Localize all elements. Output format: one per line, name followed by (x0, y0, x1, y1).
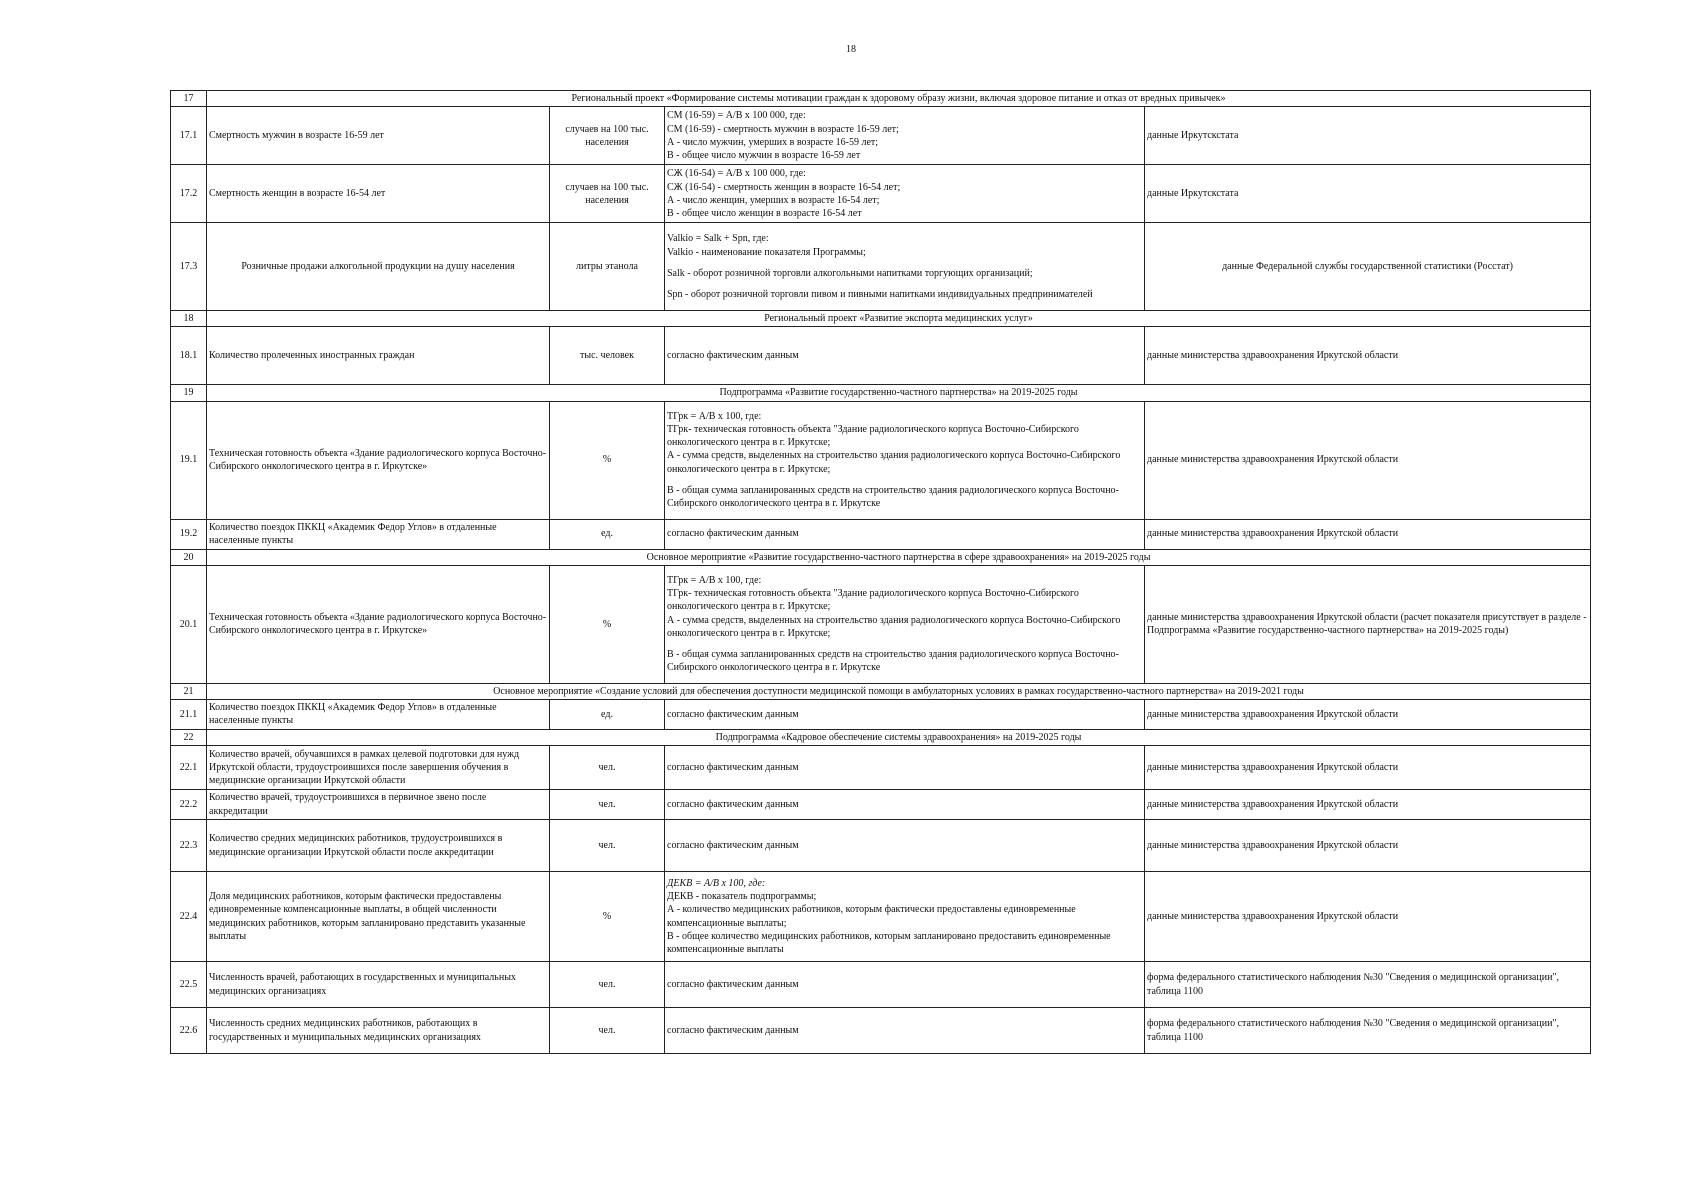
indicator-row (171, 327, 1591, 385)
formula-cell (665, 820, 1145, 872)
source-cell: данные министерства здравоохранения Иркутской области (1145, 699, 1591, 729)
section-title: Подпрограмма «Кадровое обеспечение системы здравоохранения» на 2019-2025 годы (207, 729, 1591, 745)
row-number: 17.2 (171, 165, 207, 223)
formula-line: ТГрк = А/В х 100, где: (667, 575, 762, 587)
indicator-row (171, 107, 1591, 165)
formula-line: В - общая сумма запланированных средств на строительство здания радиологического корпуса Восточно-Сибирского онкологического центра в г. Иркутске (667, 484, 1119, 510)
formula-line: согласно фактическим данным (667, 979, 799, 991)
unit-cell: ед. (550, 519, 665, 549)
formula-line: ДЕКВ = А/В х 100, где: (667, 878, 766, 890)
source-cell: данные министерства здравоохранения Иркутской области (1145, 746, 1591, 790)
formula-cell (665, 223, 1145, 311)
formula-line: согласно фактическим данным (667, 840, 799, 852)
source-cell: данные министерства здравоохранения Иркутской области (1145, 820, 1591, 872)
indicator-row (171, 962, 1591, 1008)
formula-line: В - общая сумма запланированных средств на строительство здания радиологического корпуса Восточно-Сибирского онкологического центра в г. Иркутске (667, 649, 1119, 674)
unit-cell: % (550, 872, 665, 962)
formula-line: ТГрк- техническая готовность объекта "Здание радиологического корпуса Восточно-Сибирского онкологического центра в г. Иркутске; (667, 588, 1079, 613)
indicator-row (171, 401, 1591, 519)
source-cell: данные министерства здравоохранения Иркутской области (1145, 401, 1591, 519)
section-number: 21 (171, 683, 207, 699)
indicator-row (171, 746, 1591, 790)
formula-cell (665, 327, 1145, 385)
formula-line: Spn - оборот розничной торговли пивом и пивными напитками индивидуальных предпринимателей (667, 288, 1093, 300)
indicator-row (171, 790, 1591, 820)
formula-line: ДЕКВ - показатель подпрограммы; (667, 891, 817, 903)
indicator-name: Количество поездок ПККЦ «Академик Федор Углов» в отдаленные населенные пункты (207, 699, 550, 729)
source-cell: данные министерства здравоохранения Иркутской области (1145, 519, 1591, 549)
section-number: 19 (171, 385, 207, 401)
formula-line: В - общее число мужчин в возрасте 16-59 лет (667, 149, 861, 161)
unit-cell: % (550, 401, 665, 519)
unit-cell: % (550, 565, 665, 683)
section-title: Основное мероприятие «Развитие государственно-частного партнерства в сфере здравоохранения» на 2019-2025 годы (207, 549, 1591, 565)
formula-line: Valkio = Salk + Spn, где: (667, 233, 769, 245)
indicator-name: Техническая готовность объекта «Здание радиологического корпуса Восточно-Сибирского онкологического центра в г. Иркутске» (207, 401, 550, 519)
section-row (171, 311, 1591, 327)
row-number: 18.1 (171, 327, 207, 385)
section-title: Основное мероприятие «Создание условий для обеспечения доступности медицинской помощи в амбулаторных условиях в рамках государственно-частного партнерства» на 2019-2021 годы (207, 683, 1591, 699)
indicator-row (171, 165, 1591, 223)
formula-line: СМ (16-59) - смертность мужчин в возрасте 16-59 лет; (667, 123, 899, 135)
formula-line: Salk - оборот розничной торговли алкогольными напитками торгующих организаций; (667, 267, 1033, 279)
section-row (171, 729, 1591, 745)
unit-cell: литры этанола (550, 223, 665, 311)
formula-cell (665, 962, 1145, 1008)
formula-line: СЖ (16-54) = А/В х 100 000, где: (667, 168, 806, 180)
formula-line: согласно фактическим данным (667, 708, 799, 720)
row-number: 17.1 (171, 107, 207, 165)
formula-line: А - сумма средств, выделенных на строительство здания радиологического корпуса Восточно-Сибирского онкологического центра в г. Иркутске; (667, 614, 1121, 639)
indicator-name: Количество пролеченных иностранных граждан (207, 327, 550, 385)
indicator-name: Численность врачей, работающих в государственных и муниципальных медицинских организациях (207, 962, 550, 1008)
row-number: 20.1 (171, 565, 207, 683)
formula-cell (665, 699, 1145, 729)
indicator-name: Смертность женщин в возрасте 16-54 лет (207, 165, 550, 223)
row-number: 19.2 (171, 519, 207, 549)
unit-cell: чел. (550, 790, 665, 820)
formula-line: А - число мужчин, умерших в возрасте 16-59 лет; (667, 136, 879, 148)
formula-line: СЖ (16-54) - смертность женщин в возрасте 16-54 лет; (667, 181, 901, 193)
formula-line: А - число женщин, умерших в возрасте 16-54 лет; (667, 194, 880, 206)
indicator-row (171, 1008, 1591, 1054)
formula-cell (665, 1008, 1145, 1054)
formula-line: СМ (16-59) = А/В х 100 000, где: (667, 110, 806, 122)
formula-cell (665, 165, 1145, 223)
unit-cell: случаев на 100 тыс. населения (550, 165, 665, 223)
indicator-name: Розничные продажи алкогольной продукции на душу населения (207, 223, 550, 311)
section-row (171, 549, 1591, 565)
indicator-row (171, 519, 1591, 549)
formula-cell (665, 746, 1145, 790)
row-number: 19.1 (171, 401, 207, 519)
unit-cell: чел. (550, 962, 665, 1008)
formula-cell (665, 401, 1145, 519)
formula-line: согласно фактическим данным (667, 799, 799, 811)
indicator-name: Смертность мужчин в возрасте 16-59 лет (207, 107, 550, 165)
formula-cell (665, 107, 1145, 165)
indicator-row (171, 872, 1591, 962)
formula-line: А - количество медицинских работников, которым фактически предоставлены единовременные компенсационные выплаты; (667, 904, 1076, 929)
source-cell: данные министерства здравоохранения Иркутской области (1145, 790, 1591, 820)
source-cell: данные министерства здравоохранения Иркутской области (1145, 872, 1591, 962)
indicator-name: Доля медицинских работников, которым фактически предоставлены единовременные компенсационные выплаты, в общей численности медицинских работников, которым запланировано представить указанные выплаты (207, 872, 550, 962)
section-number: 20 (171, 549, 207, 565)
unit-cell: чел. (550, 820, 665, 872)
formula-line: Valkio - наименование показателя Программы; (667, 246, 866, 258)
section-row (171, 91, 1591, 107)
row-number: 22.5 (171, 962, 207, 1008)
indicator-name: Численность средних медицинских работников, работающих в государственных и муниципальных медицинских организациях (207, 1008, 550, 1054)
formula-line: А - сумма средств, выделенных на строительство здания радиологического корпуса Восточно-Сибирского онкологического центра в г. Иркутске; (667, 450, 1121, 475)
section-number: 17 (171, 91, 207, 107)
formula-line: согласно фактическим данным (667, 350, 799, 362)
source-cell: данные министерства здравоохранения Иркутской области (расчет показателя присутствует в разделе - Подпрограмма «Развитие государственно-частного партнерства» на 2019-2025 годы) (1145, 565, 1591, 683)
indicator-name: Количество средних медицинских работников, трудоустроившихся в медицинские организации Иркутской области после аккредитации (207, 820, 550, 872)
formula-cell (665, 519, 1145, 549)
unit-cell: ед. (550, 699, 665, 729)
row-number: 21.1 (171, 699, 207, 729)
indicator-name: Количество врачей, обучавшихся в рамках целевой подготовки для нужд Иркутской области, трудоустроившихся после завершения обучения в медицинские организации Иркутской области (207, 746, 550, 790)
indicator-row (171, 699, 1591, 729)
row-number: 22.4 (171, 872, 207, 962)
section-title: Региональный проект «Развитие экспорта медицинских услуг» (207, 311, 1591, 327)
unit-cell: тыс. человек (550, 327, 665, 385)
unit-cell: чел. (550, 1008, 665, 1054)
indicator-row (171, 820, 1591, 872)
row-number: 22.1 (171, 746, 207, 790)
source-cell: данные Иркутскстата (1145, 165, 1591, 223)
formula-line: В - общее число женщин в возрасте 16-54 лет (667, 207, 862, 219)
unit-cell: случаев на 100 тыс. населения (550, 107, 665, 165)
formula-line: согласно фактическим данным (667, 528, 799, 540)
source-cell: данные министерства здравоохранения Иркутской области (1145, 327, 1591, 385)
section-title: Подпрограмма «Развитие государственно-частного партнерства» на 2019-2025 годы (207, 385, 1591, 401)
section-title: Региональный проект «Формирование системы мотивации граждан к здоровому образу жизни, включая здоровое питание и отказ от вредных привычек» (207, 91, 1591, 107)
formula-cell (665, 565, 1145, 683)
indicator-row (171, 223, 1591, 311)
source-cell: данные Федеральной службы государственной статистики (Росстат) (1145, 223, 1591, 311)
formula-line: согласно фактическим данным (667, 1025, 799, 1037)
row-number: 22.3 (171, 820, 207, 872)
page-number: 18 (846, 44, 856, 55)
source-cell: форма федерального статистического наблюдения №30 "Сведения о медицинской организации", таблица 1100 (1145, 962, 1591, 1008)
section-number: 22 (171, 729, 207, 745)
indicator-row (171, 565, 1591, 683)
unit-cell: чел. (550, 746, 665, 790)
formula-line: согласно фактическим данным (667, 762, 799, 774)
section-row (171, 683, 1591, 699)
indicator-name: Техническая готовность объекта «Здание радиологического корпуса Восточно-Сибирского онкологического центра в г. Иркутске» (207, 565, 550, 683)
source-cell: данные Иркутскстата (1145, 107, 1591, 165)
row-number: 22.6 (171, 1008, 207, 1054)
indicator-name: Количество врачей, трудоустроившихся в первичное звено после аккредитации (207, 790, 550, 820)
formula-cell (665, 790, 1145, 820)
source-cell: форма федерального статистического наблюдения №30 "Сведения о медицинской организации", таблица 1100 (1145, 1008, 1591, 1054)
formula-line: В - общее количество медицинских работников, которым запланировано предоставить единовременные компенсационные выплаты (667, 930, 1111, 955)
row-number: 22.2 (171, 790, 207, 820)
section-number: 18 (171, 311, 207, 327)
row-number: 17.3 (171, 223, 207, 311)
formula-cell (665, 872, 1145, 962)
section-row (171, 385, 1591, 401)
indicator-name: Количество поездок ПККЦ «Академик Федор Углов» в отдаленные населенные пункты (207, 519, 550, 549)
formula-line: ТГрк = А/В х 100, где: (667, 410, 762, 422)
indicators-table (170, 90, 1591, 1054)
formula-line: ТГрк- техническая готовность объекта "Здание радиологического корпуса Восточно-Сибирского онкологического центра в г. Иркутске; (667, 424, 1079, 449)
